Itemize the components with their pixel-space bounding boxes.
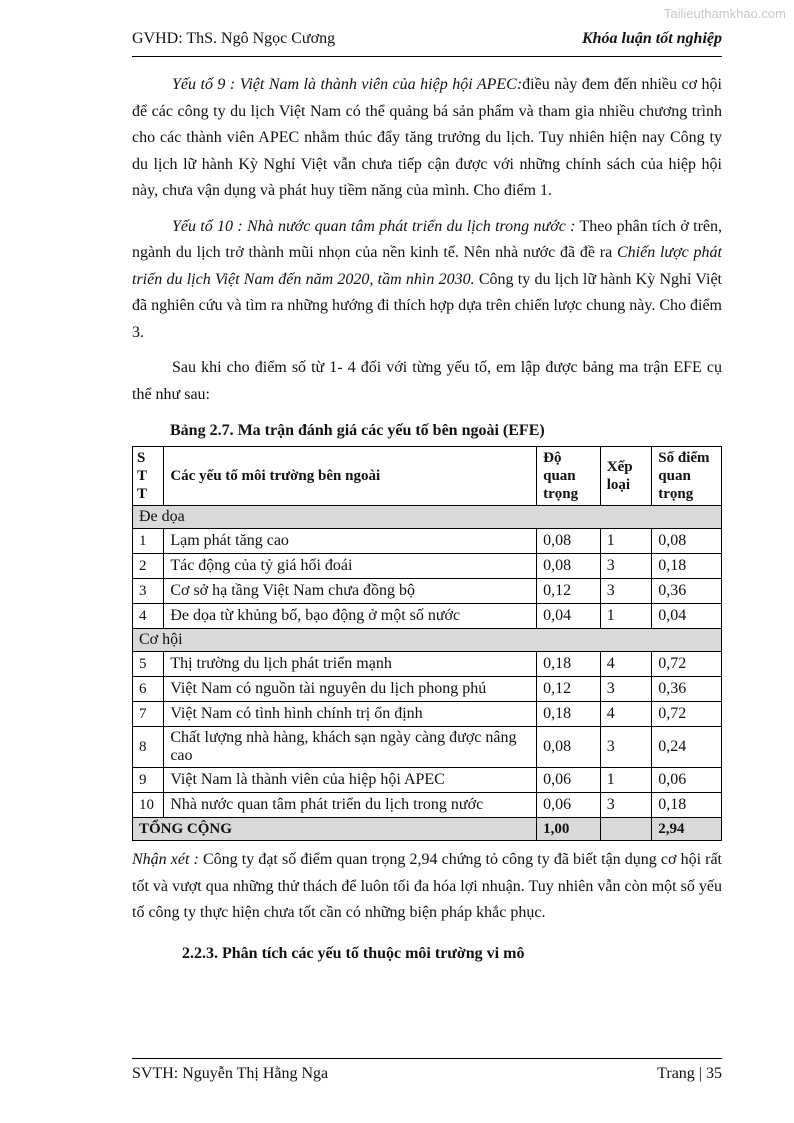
cell-weight: 0,08 [537,529,601,554]
cell-factor: Việt Nam có tình hình chính trị ổn định [164,702,537,727]
cell-score: 0,18 [652,554,722,579]
cell-factor: Cơ sở hạ tầng Việt Nam chưa đồng bộ [164,579,537,604]
cell-factor: Nhà nước quan tâm phát triển du lịch trong nước [164,793,537,818]
cell-score: 0,24 [652,727,722,768]
strategy-title: Chiến lược phát triển du lịch Việt Nam đến năm 2020, tầm nhìn 2030. [132,244,723,288]
header-stt [133,447,164,506]
table-total-row [133,818,722,841]
footer-student: SVTH: Nguyễn Thị Hằng Nga [132,1065,329,1082]
cell-score: 0,08 [652,529,722,554]
table-row [133,604,722,629]
cell-factor: Lạm phát tăng cao [164,529,537,554]
cell-weight: 0,08 [537,727,601,768]
cell-factor: Việt Nam có nguồn tài nguyên du lịch phong phú [164,677,537,702]
factor-9-label: Yếu tố 9 : Việt Nam là thành viên của hiệp hội APEC: [172,76,523,93]
table-row [133,579,722,604]
cell-rank: 4 [600,702,652,727]
total-label: TỔNG CỘNG [133,818,537,841]
cell-stt: 9 [133,768,164,793]
header-stt-line: S [137,450,146,466]
page-content [132,72,722,967]
cell-rank: 1 [600,604,652,629]
header-stt-line: T [137,486,148,502]
total-score: 2,94 [652,818,722,841]
header-weight-line: trọng [543,486,579,502]
cell-factor: Thị trường du lịch phát triển mạnh [164,652,537,677]
section-opportunities-label: Cơ hội [133,629,722,652]
cell-weight: 0,12 [537,677,601,702]
cell-rank: 1 [600,768,652,793]
table-row [133,677,722,702]
cell-stt: 1 [133,529,164,554]
cell-rank: 3 [600,677,652,702]
total-weight: 1,00 [537,818,601,841]
section-heading: 2.2.3. Phân tích các yếu tố thuộc môi trường vi mô [182,944,525,962]
cell-score: 0,04 [652,604,722,629]
header-rank-line: loại [606,477,631,493]
header-factor: Các yếu tố môi trường bên ngoài [164,447,537,506]
page-footer [132,1058,722,1089]
cell-score: 0,06 [652,768,722,793]
cell-stt: 3 [133,579,164,604]
table-row [133,529,722,554]
table-row [133,727,722,768]
paragraph-intro-table: Sau khi cho điểm số từ 1- 4 đối với từng yếu tố, em lập được bảng ma trận EFE cụ thể như sau: [132,359,722,403]
cell-rank: 3 [600,579,652,604]
cell-stt: 2 [133,554,164,579]
cell-factor: Tác động của tỷ giá hối đoái [164,554,537,579]
header-weight [537,447,601,506]
table-row [133,702,722,727]
cell-rank: 1 [600,529,652,554]
header-thesis-title: Khóa luận tốt nghiệp [581,30,722,47]
table-row [133,652,722,677]
header-advisor: GVHD: ThS. Ngô Ngọc Cương [132,30,336,47]
footer-page-number: Trang | 35 [657,1065,722,1082]
cell-score: 0,72 [652,702,722,727]
cell-rank: 3 [600,727,652,768]
paragraph-factor-10 [132,214,722,347]
factor-10-label: Yếu tố 10 : Nhà nước quan tâm phát triển du lịch trong nước : [172,217,576,235]
cell-weight: 0,08 [537,554,601,579]
factor-10-text-1: Theo phân tích ở trên, ngành du lịch trở thành mũi nhọn của nền kinh tế. Nên nhà nước đã đề ra [132,217,722,261]
table-row [133,768,722,793]
header-score-line: Số điểm [658,450,710,466]
paragraph-comment [132,847,722,927]
comment-text: Công ty đạt số điểm quan trọng 2,94 chứng tỏ công ty đã biết tận dụng cơ hội rất tốt và vượt qua những thử thách để luôn tối đa hóa lợi nhuận. Tuy nhiên vẫn còn một số yếu tố công ty thực hiện chưa tốt cần có những biện pháp khắc phục. [132,851,722,921]
cell-rank: 3 [600,793,652,818]
efe-matrix-table [132,446,722,841]
header-weight-line: Độ [543,450,562,466]
comment-label: Nhận xét : [132,851,199,868]
cell-score: 0,72 [652,652,722,677]
cell-stt: 4 [133,604,164,629]
cell-stt: 10 [133,793,164,818]
cell-rank: 3 [600,554,652,579]
total-rank [600,818,652,841]
cell-stt: 7 [133,702,164,727]
cell-factor: Chất lượng nhà hàng, khách sạn ngày càng được nâng cao [164,727,537,768]
cell-stt: 6 [133,677,164,702]
paragraph-factor-9 [132,72,722,205]
cell-weight: 0,04 [537,604,601,629]
cell-factor: Đe dọa từ khủng bố, bạo động ở một số nước [164,604,537,629]
table-row [133,554,722,579]
table-header-row [133,447,722,506]
header-rank-line: Xếp [606,459,633,475]
section-opportunities [133,629,722,652]
header-score-line: trọng [658,486,694,502]
section-threats-label: Đe dọa [133,506,722,529]
factor-9-text: điều này đem đến nhiều cơ hội để các công ty du lịch Việt Nam có thể quảng bá sản phẩm và tham gia nhiều chương trình cho các thành viên APEC nhằm thúc đẩy tăng trưởng du lịch. Tuy nhiên hiện nay Công ty du lịch lữ hành Kỳ Nghỉ Việt vẫn chưa tiếp cận được với những chính sách của hiệp hội này, chưa vận dụng và phát huy tiềm năng của mình. Cho điểm 1. [132,76,722,199]
cell-score: 0,36 [652,579,722,604]
cell-weight: 0,12 [537,579,601,604]
header-score-line: quan [658,468,691,484]
cell-rank: 4 [600,652,652,677]
header-score [652,447,722,506]
table-caption: Bảng 2.7. Ma trận đánh giá các yếu tố bên ngoài (EFE) [170,422,545,439]
cell-score: 0,18 [652,793,722,818]
factor-10-text-2: Công ty du lịch lữ hành Kỳ Nghỉ Việt đã nghiên cứu và tìm ra những hướng đi thích hợp dựa trên chiến lược chung này. Cho điểm 3. [132,270,722,341]
cell-stt: 5 [133,652,164,677]
page-header [132,30,722,57]
header-stt-line: T [137,468,148,484]
cell-weight: 0,18 [537,702,601,727]
table-row [133,793,722,818]
header-weight-line: quan [543,468,576,484]
cell-score: 0,36 [652,677,722,702]
cell-stt: 8 [133,727,164,768]
header-rank [600,447,652,506]
cell-weight: 0,06 [537,793,601,818]
cell-factor: Việt Nam là thành viên của hiệp hội APEC [164,768,537,793]
watermark: Tailieuthamkhao.com [663,6,786,21]
cell-weight: 0,06 [537,768,601,793]
section-threats [133,506,722,529]
cell-weight: 0,18 [537,652,601,677]
